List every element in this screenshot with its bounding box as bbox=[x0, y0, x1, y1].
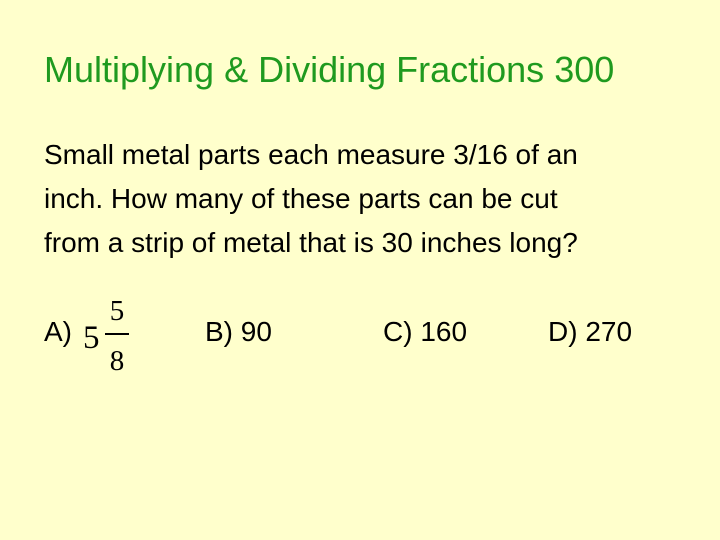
question-text bbox=[44, 133, 684, 265]
question-line-2: inch. How many of these parts can be cut bbox=[44, 183, 558, 214]
slide-title: Multiplying & Dividing Fractions 300 bbox=[44, 49, 615, 90]
fraction-bar bbox=[105, 333, 129, 335]
answer-a-mixed-fraction bbox=[83, 296, 143, 382]
answer-a-numerator: 5 bbox=[109, 295, 125, 327]
answer-a-whole: 5 bbox=[83, 320, 100, 356]
answer-b: B) 90 bbox=[205, 316, 272, 347]
answer-a-label: A) bbox=[44, 316, 72, 347]
answer-d: D) 270 bbox=[548, 316, 633, 347]
question-line-3: from a strip of metal that is 30 inches long? bbox=[44, 227, 578, 258]
answer-a-denominator: 8 bbox=[109, 345, 125, 377]
question-line-1: Small metal parts each measure 3/16 of an bbox=[44, 139, 578, 170]
answer-c: C) 160 bbox=[383, 316, 468, 347]
